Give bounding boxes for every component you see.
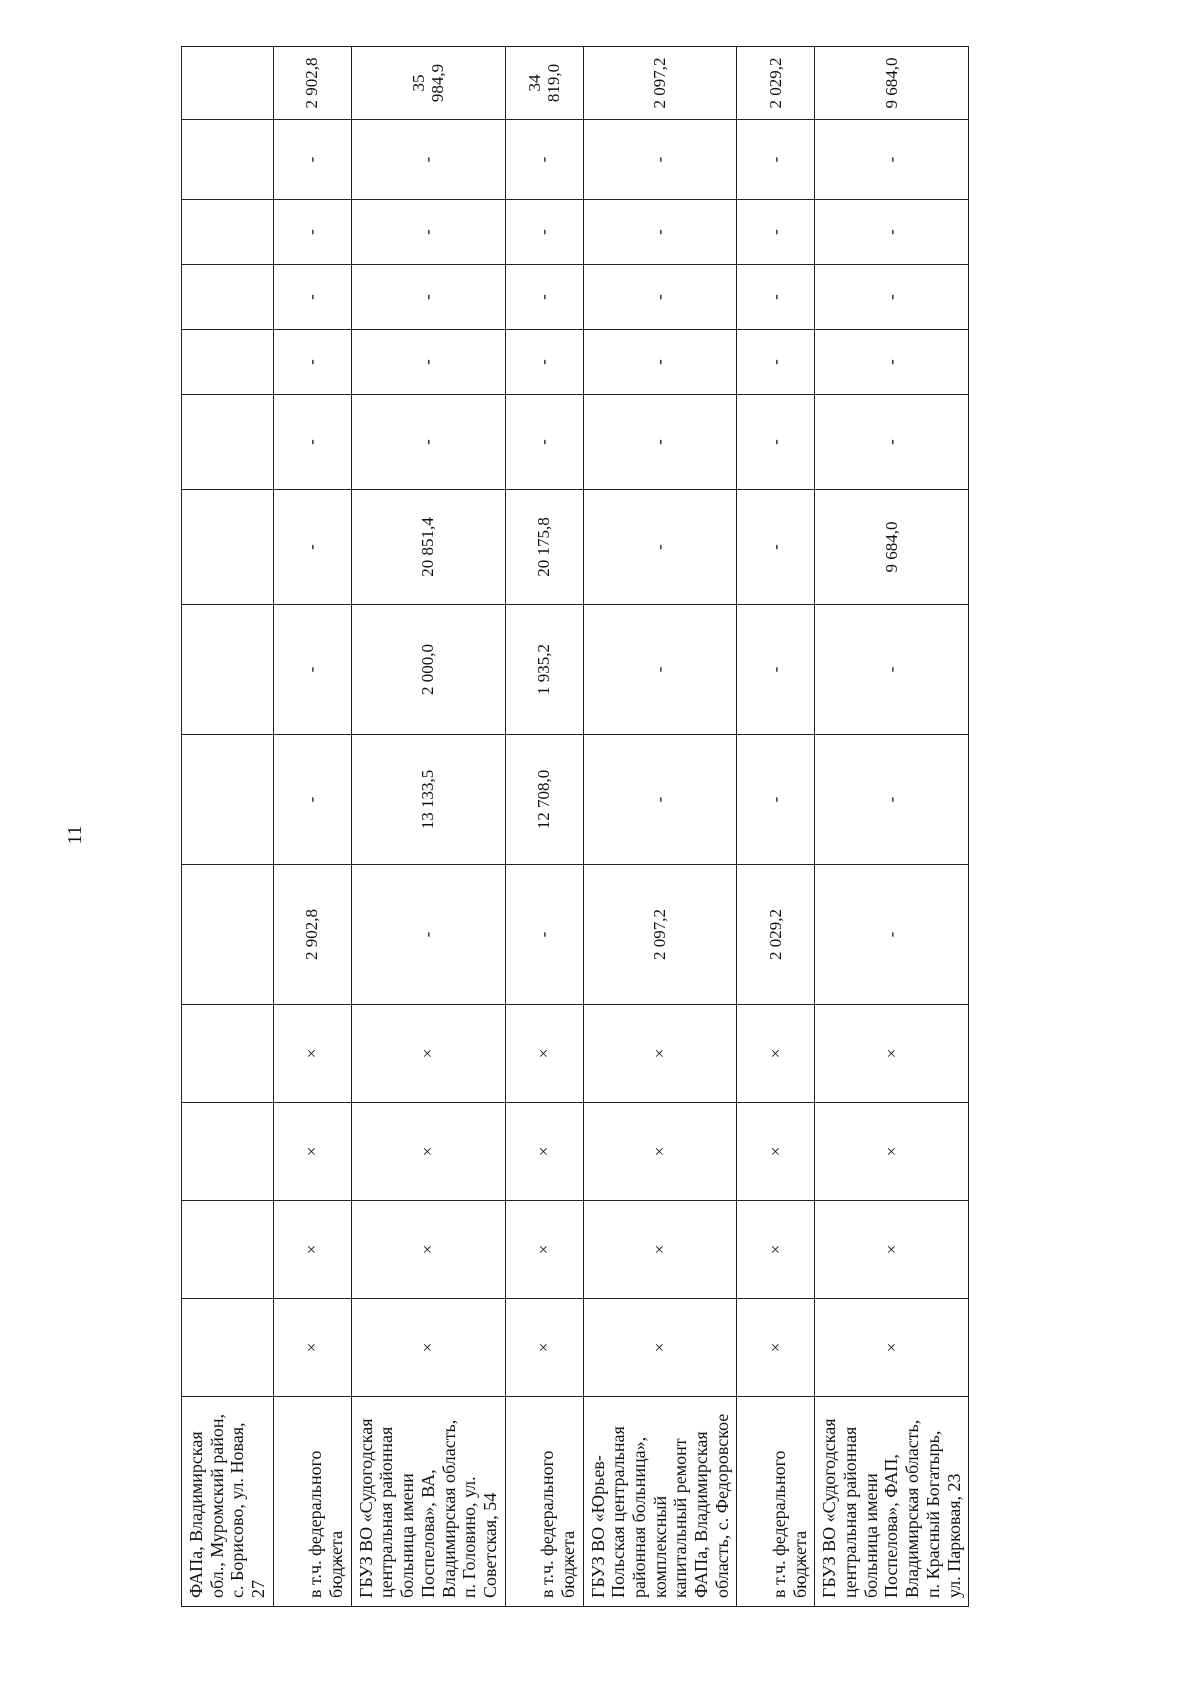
table-cell (182, 120, 274, 200)
table-cell (182, 1299, 274, 1397)
row-total-cell: 35 984,9 (351, 47, 505, 120)
table-cell: × (505, 1201, 583, 1299)
table-cell: × (737, 1201, 815, 1299)
table-cell: - (737, 265, 815, 330)
table-cell: - (351, 395, 505, 490)
table-cell: - (351, 265, 505, 330)
table-cell: × (351, 1005, 505, 1103)
row-total-cell: 2 029,2 (737, 47, 815, 120)
table-row (815, 47, 969, 1607)
table-cell: - (815, 200, 969, 265)
table-cell: × (737, 1005, 815, 1103)
row-description: ГБУЗ ВО «Судогодская центральная районная больница имени Поспелова», ФАП, Владимирская область, п. Красный Богатырь, ул. Парковая, 23 (815, 1397, 969, 1607)
row-total-cell: 2 902,8 (273, 47, 351, 120)
table-row (583, 47, 737, 1607)
table-cell: - (273, 735, 351, 865)
table-cell (182, 1005, 274, 1103)
table-cell: - (737, 490, 815, 605)
table-cell: - (583, 200, 737, 265)
table-cell: - (815, 265, 969, 330)
table-cell (182, 865, 274, 1005)
table-cell: × (505, 1103, 583, 1201)
table-cell: - (273, 395, 351, 490)
row-description: в т.ч. федерального бюджета (273, 1397, 351, 1607)
row-total-cell: 34 819,0 (505, 47, 583, 120)
table-cell: × (815, 1201, 969, 1299)
table-cell: - (351, 330, 505, 395)
table-cell: × (273, 1299, 351, 1397)
table-cell: - (273, 120, 351, 200)
table-cell: - (351, 120, 505, 200)
row-total-cell (182, 47, 274, 120)
table-cell: - (815, 330, 969, 395)
table-cell: × (583, 1201, 737, 1299)
table-cell: 12 708,0 (505, 735, 583, 865)
table-cell: - (583, 735, 737, 865)
table-cell: - (737, 330, 815, 395)
table-cell: - (583, 265, 737, 330)
table-cell: - (583, 605, 737, 735)
table-cell (182, 330, 274, 395)
table-cell: - (505, 865, 583, 1005)
table-cell: - (815, 735, 969, 865)
table-cell: - (737, 200, 815, 265)
table-cell: × (583, 1005, 737, 1103)
table-cell: 20 851,4 (351, 490, 505, 605)
table-cell: - (737, 735, 815, 865)
table-cell: - (273, 605, 351, 735)
row-description: в т.ч. федерального бюджета (505, 1397, 583, 1607)
table-cell: - (273, 490, 351, 605)
table-cell: - (505, 330, 583, 395)
table-cell: 9 684,0 (815, 490, 969, 605)
table-cell: × (737, 1299, 815, 1397)
table-cell: × (815, 1299, 969, 1397)
table-cell (182, 200, 274, 265)
table-row (737, 47, 815, 1607)
table-cell: - (737, 120, 815, 200)
row-description: ФАПа, Владимирская обл., Муромский район, с. Борисово, ул. Новая, 27 (182, 1397, 274, 1607)
table-cell: - (583, 120, 737, 200)
table-cell: - (351, 200, 505, 265)
table-cell: - (505, 395, 583, 490)
table-cell: - (815, 865, 969, 1005)
table-row (351, 47, 505, 1607)
table-cell: 2 902,8 (273, 865, 351, 1005)
row-total-cell: 2 097,2 (583, 47, 737, 120)
table-cell (182, 605, 274, 735)
table-cell: - (273, 265, 351, 330)
table-cell: - (273, 330, 351, 395)
table-cell: - (737, 395, 815, 490)
table-cell: 2 029,2 (737, 865, 815, 1005)
table-row (505, 47, 583, 1607)
table-cell: - (351, 865, 505, 1005)
table-cell: × (505, 1299, 583, 1397)
table-cell: × (737, 1103, 815, 1201)
table-cell: - (505, 265, 583, 330)
table-cell: 2 000,0 (351, 605, 505, 735)
table-cell: - (583, 395, 737, 490)
table-cell: × (505, 1005, 583, 1103)
table-cell: 2 097,2 (583, 865, 737, 1005)
table-cell: × (351, 1299, 505, 1397)
table-cell: - (505, 200, 583, 265)
table-cell: - (583, 490, 737, 605)
page-number: 11 (64, 825, 86, 845)
rotated-table-wrapper (181, 47, 964, 1607)
table-cell: × (815, 1103, 969, 1201)
row-description: в т.ч. федерального бюджета (737, 1397, 815, 1607)
row-total-cell: 9 684,0 (815, 47, 969, 120)
table-row (182, 47, 274, 1607)
table-cell: - (737, 605, 815, 735)
table-cell: - (815, 395, 969, 490)
table-cell: × (273, 1103, 351, 1201)
row-description: ГБУЗ ВО «Судогодская центральная районная больница имени Поспелова», ВА, Владимирская область, п. Головино, ул. Советская, 54 (351, 1397, 505, 1607)
table-cell (182, 490, 274, 605)
table-row (273, 47, 351, 1607)
row-description: ГБУЗ ВО «Юрьев-Польская центральная районная больница», комплексный капитальный ремонт ФАПа, Владимирская область, с. Федоровское (583, 1397, 737, 1607)
table-cell: × (583, 1299, 737, 1397)
table-cell (182, 735, 274, 865)
table-cell: × (273, 1005, 351, 1103)
table-cell: × (815, 1005, 969, 1103)
table-cell: - (505, 120, 583, 200)
table-cell: × (351, 1201, 505, 1299)
table-cell: × (583, 1103, 737, 1201)
table-cell (182, 1201, 274, 1299)
table-cell: 20 175,8 (505, 490, 583, 605)
table-cell (182, 395, 274, 490)
table-cell (182, 265, 274, 330)
table-cell (182, 1103, 274, 1201)
table-cell: - (583, 330, 737, 395)
funding-table (181, 46, 969, 1607)
table-cell: - (815, 120, 969, 200)
table-cell: - (815, 605, 969, 735)
table-landscape (181, 47, 964, 1607)
table-cell: × (351, 1103, 505, 1201)
table-cell: × (273, 1201, 351, 1299)
table-cell: 13 133,5 (351, 735, 505, 865)
table-cell: - (273, 200, 351, 265)
table-cell: 1 935,2 (505, 605, 583, 735)
